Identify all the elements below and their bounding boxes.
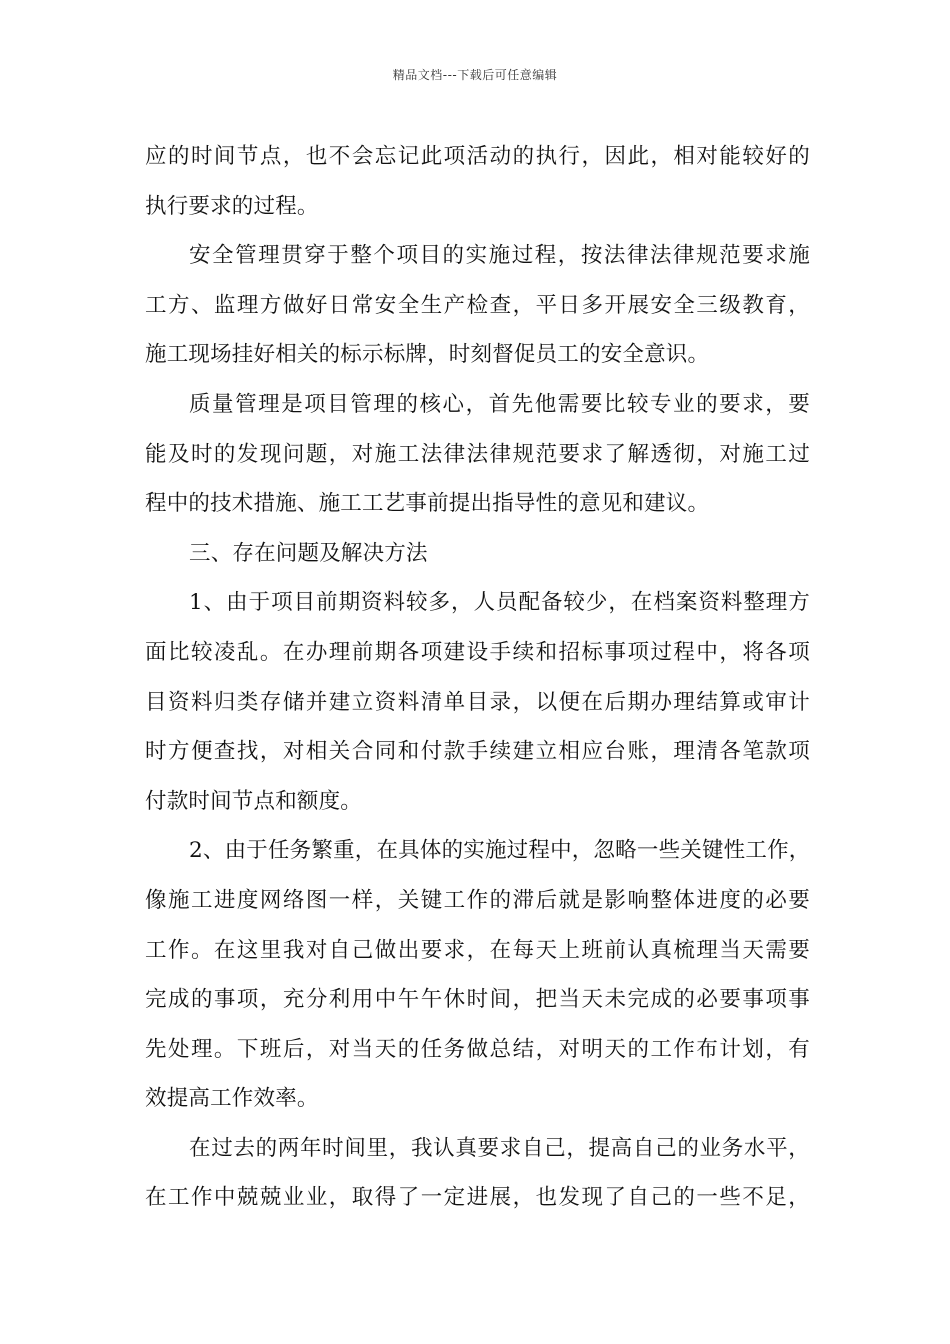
text-line: 时方便查找，对相关合同和付款手续建立相应台账，理清各笔款项 (145, 739, 810, 765)
text-line: 能及时的发现问题，对施工法律法律规范要求了解透彻，对施工过 (145, 441, 810, 467)
text-line: 完成的事项，充分利用中午午休时间，把当天未完成的必要事项事 (145, 987, 810, 1013)
section-heading: 三、存在问题及解决方法 (189, 540, 428, 566)
text-line: 执行要求的过程。 (145, 193, 319, 219)
text-line: 先处理。下班后，对当天的任务做总结，对明天的工作布计划，有 (145, 1036, 810, 1062)
text-line: 工作。在这里我对自己做出要求，在每天上班前认真梳理当天需要 (145, 937, 810, 963)
paragraph-start-line: 质量管理是项目管理的核心，首先他需要比较专业的要求，要 (189, 391, 810, 417)
paragraph-start-line: 1、由于项目前期资料较多，人员配备较少，在档案资料整理方 (189, 590, 810, 616)
text-line: 施工现场挂好相关的标示标牌，时刻督促员工的安全意识。 (145, 342, 710, 368)
text-line: 程中的技术措施、施工工艺事前提出指导性的意见和建议。 (145, 491, 710, 517)
text-line: 效提高工作效率。 (145, 1086, 319, 1112)
text-line: 付款时间节点和额度。 (145, 788, 363, 814)
paragraph-start-line: 在过去的两年时间里，我认真要求自己，提高自己的业务水平， (189, 1135, 810, 1161)
paragraph-start-line: 安全管理贯穿于整个项目的实施过程，按法律法律规范要求施 (189, 243, 810, 269)
page-header: 精品文档---下载后可任意编辑 (392, 68, 558, 82)
text-line: 像施工进度网络图一样，关键工作的滞后就是影响整体进度的必要 (145, 887, 810, 913)
text-line: 工方、监理方做好日常安全生产检查，平日多开展安全三级教育， (145, 292, 810, 318)
body-text (145, 132, 810, 1223)
text-line: 面比较凌乱。在办理前期各项建设手续和招标事项过程中，将各项 (145, 639, 810, 665)
paragraph-start-line: 2、由于任务繁重，在具体的实施过程中，忽略一些关键性工作， (189, 838, 810, 864)
text-line: 目资料归类存储并建立资料清单目录，以便在后期办理结算或审计 (145, 689, 810, 715)
text-line: 应的时间节点，也不会忘记此项活动的执行，因此，相对能较好的 (145, 144, 810, 169)
text-line: 在工作中兢兢业业，取得了一定进展，也发现了自己的一些不足， (145, 1185, 810, 1211)
